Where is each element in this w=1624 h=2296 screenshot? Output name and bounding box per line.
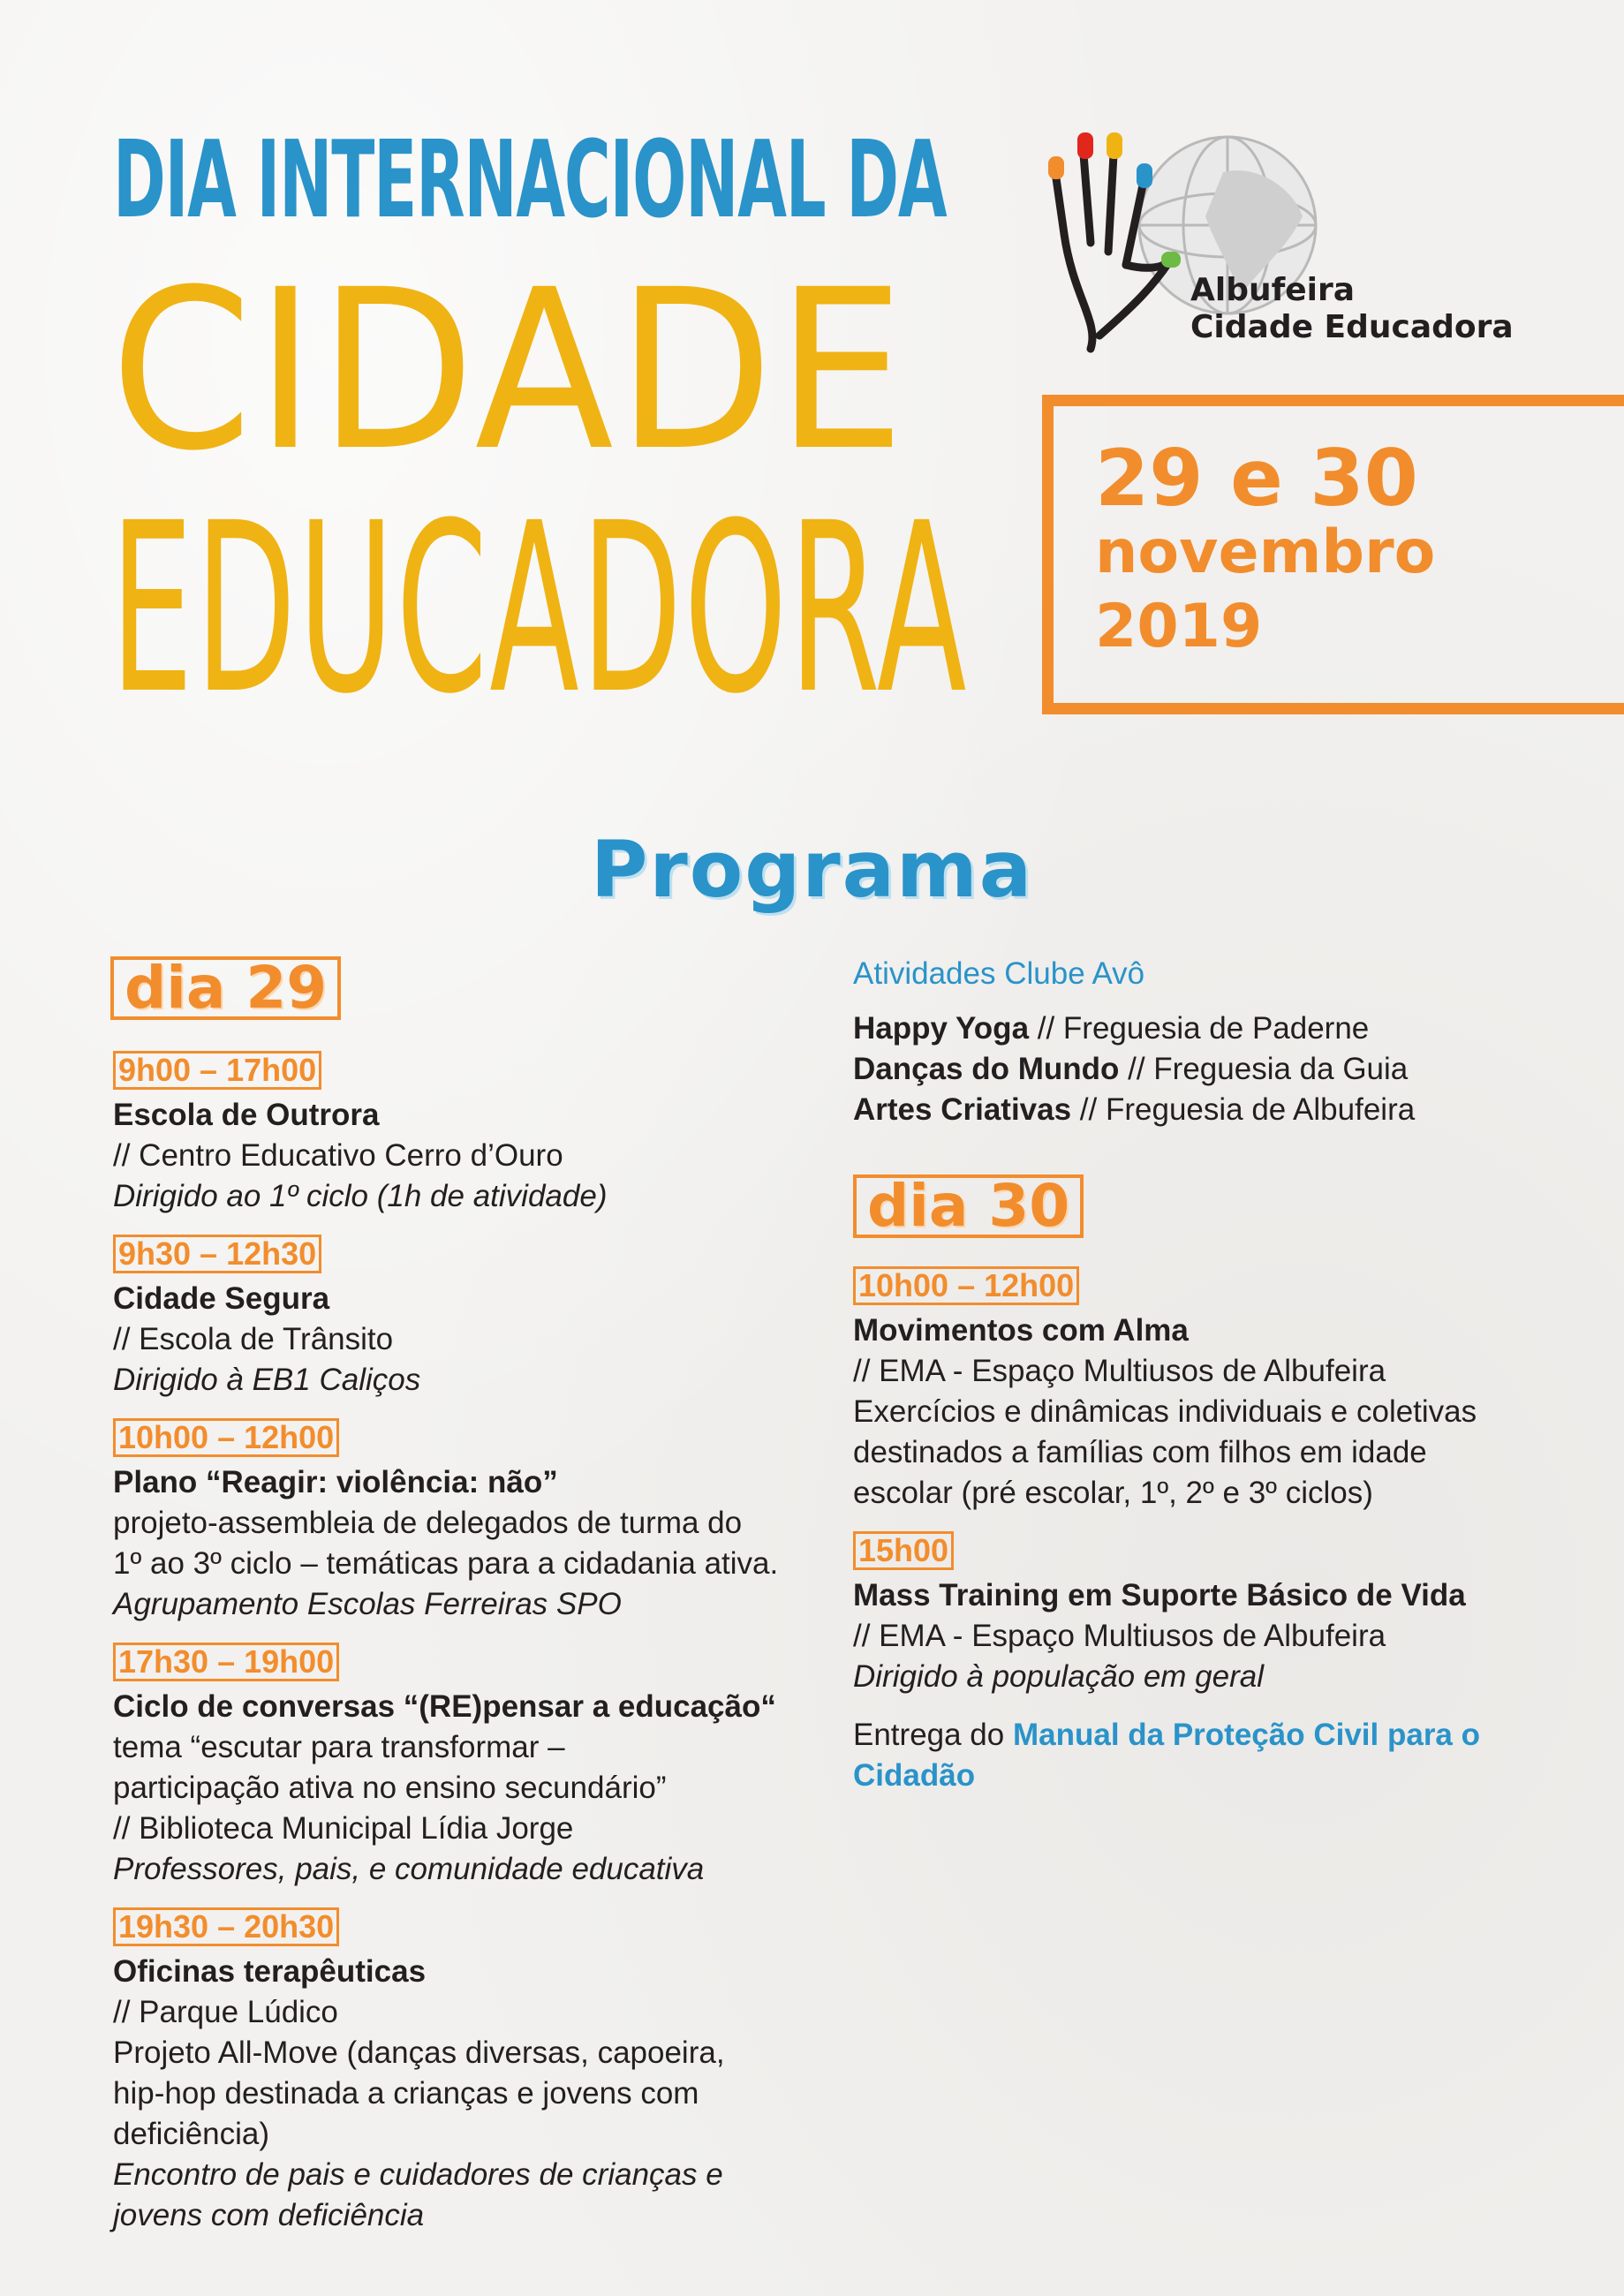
event-detail-line: participação ativa no ensino secundário” [113, 1771, 667, 1805]
date-text [1095, 433, 1436, 664]
event-time-badge: 10h00 – 12h00 [853, 1266, 1079, 1305]
event-name: Cidade Segura [113, 1281, 330, 1316]
programa-heading: Programa [590, 824, 1034, 915]
event-item [113, 1643, 820, 1890]
event-detail-line: // EMA - Espaço Multiusos de Albufeira [853, 1354, 1386, 1388]
event-audience-line: Dirigido à EB1 Caliços [113, 1363, 421, 1397]
clube-item-place: // Freguesia de Paderne [1029, 1011, 1370, 1046]
event-time-badge: 9h00 – 17h00 [113, 1051, 321, 1090]
date-year: 2019 [1095, 592, 1263, 661]
title-line-2: CIDADE [110, 242, 909, 499]
event-detail-line: // Biblioteca Municipal Lídia Jorge [113, 1811, 574, 1846]
right-column [853, 954, 1595, 1796]
event-audience-line: jovens com deficiência [113, 2198, 425, 2232]
event-audience-line: Dirigido à população em geral [853, 1659, 1264, 1694]
event-detail-line: escolar (pré escolar, 1º, 2º e 3º ciclos) [853, 1476, 1373, 1510]
event-detail-line: // Centro Educativo Cerro d’Ouro [113, 1138, 563, 1173]
event-audience-line: Agrupamento Escolas Ferreiras SPO [113, 1587, 622, 1621]
clube-item [853, 1008, 1595, 1049]
event-detail-line: hip-hop destinada a crianças e jovens com [113, 2076, 699, 2111]
logo-text [1190, 272, 1514, 346]
event-item [113, 1235, 820, 1401]
event-detail-line: destinados a famílias com filhos em idade [853, 1435, 1427, 1469]
event-detail-line: // Parque Lúdico [113, 1995, 338, 2029]
clube-item-place: // Freguesia da Guia [1119, 1052, 1409, 1086]
event-item [113, 1051, 820, 1217]
day-30-events [853, 1266, 1595, 1697]
event-item [853, 1531, 1595, 1697]
clube-section [853, 954, 1595, 1130]
event-detail-line: // EMA - Espaço Multiusos de Albufeira [853, 1619, 1386, 1653]
event-detail-line: projeto-assembleia de delegados de turma do [113, 1506, 743, 1540]
clube-title: Atividades Clube Avô [853, 956, 1145, 991]
closing-highlight: Manual da Proteção Civil para o Cidadão [853, 1718, 1481, 1793]
logo-line-2: Cidade Educadora [1190, 309, 1514, 345]
title-line-1: DIA INTERNACIONAL DA [113, 119, 947, 242]
clube-item-place: // Freguesia de Albufeira [1071, 1092, 1416, 1127]
clube-item-name: Artes Criativas [853, 1092, 1072, 1127]
event-time-badge: 15h00 [853, 1531, 954, 1570]
date-days: 29 e 30 [1095, 433, 1418, 524]
event-item [853, 1266, 1595, 1514]
event-item [113, 1907, 820, 2236]
clube-item [853, 1090, 1595, 1130]
closing-prefix: Entrega do [853, 1718, 1013, 1752]
event-time-badge: 19h30 – 20h30 [113, 1907, 339, 1946]
event-name: Ciclo de conversas “(RE)pensar a educação“ [113, 1689, 776, 1724]
event-detail-line: // Escola de Trânsito [113, 1322, 394, 1356]
day-29-events [113, 1051, 820, 2254]
closing-line [853, 1715, 1595, 1796]
day-29-badge: dia 29 [110, 956, 341, 1020]
event-item [113, 1418, 820, 1625]
event-name: Oficinas terapêuticas [113, 1954, 427, 1989]
event-detail-line: 1º ao 3º ciclo – temáticas para a cidadania ativa. [113, 1546, 779, 1581]
event-detail-line: Exercícios e dinâmicas individuais e coletivas [853, 1394, 1477, 1429]
clube-item-name: Danças do Mundo [853, 1052, 1120, 1086]
event-name: Escola de Outrora [113, 1098, 380, 1132]
clube-item [853, 1049, 1595, 1090]
event-name: Plano “Reagir: violência: não” [113, 1465, 558, 1499]
event-detail-line: tema “escutar para transformar – [113, 1730, 565, 1764]
event-name: Mass Training em Suporte Básico de Vida [853, 1578, 1466, 1612]
title-line-3: EDUCADORA [110, 473, 969, 745]
event-time-badge: 10h00 – 12h00 [113, 1418, 339, 1457]
logo-line-1: Albufeira [1190, 272, 1356, 308]
event-audience-line: Professores, pais, e comunidade educativa [113, 1852, 705, 1886]
event-audience-line: Dirigido ao 1º ciclo (1h de atividade) [113, 1179, 608, 1213]
event-detail-line: Projeto All-Move (danças diversas, capoeira, [113, 2035, 725, 2070]
date-month: novembro [1095, 517, 1436, 587]
event-detail-line: deficiência) [113, 2117, 270, 2151]
clube-list [853, 1008, 1595, 1130]
event-audience-line: Encontro de pais e cuidadores de crianças e [113, 2157, 723, 2192]
event-time-badge: 17h30 – 19h00 [113, 1643, 339, 1681]
clube-item-name: Happy Yoga [853, 1011, 1030, 1046]
event-name: Movimentos com Alma [853, 1313, 1189, 1348]
day-30-badge: dia 30 [853, 1174, 1084, 1238]
event-time-badge: 9h30 – 12h30 [113, 1235, 321, 1273]
